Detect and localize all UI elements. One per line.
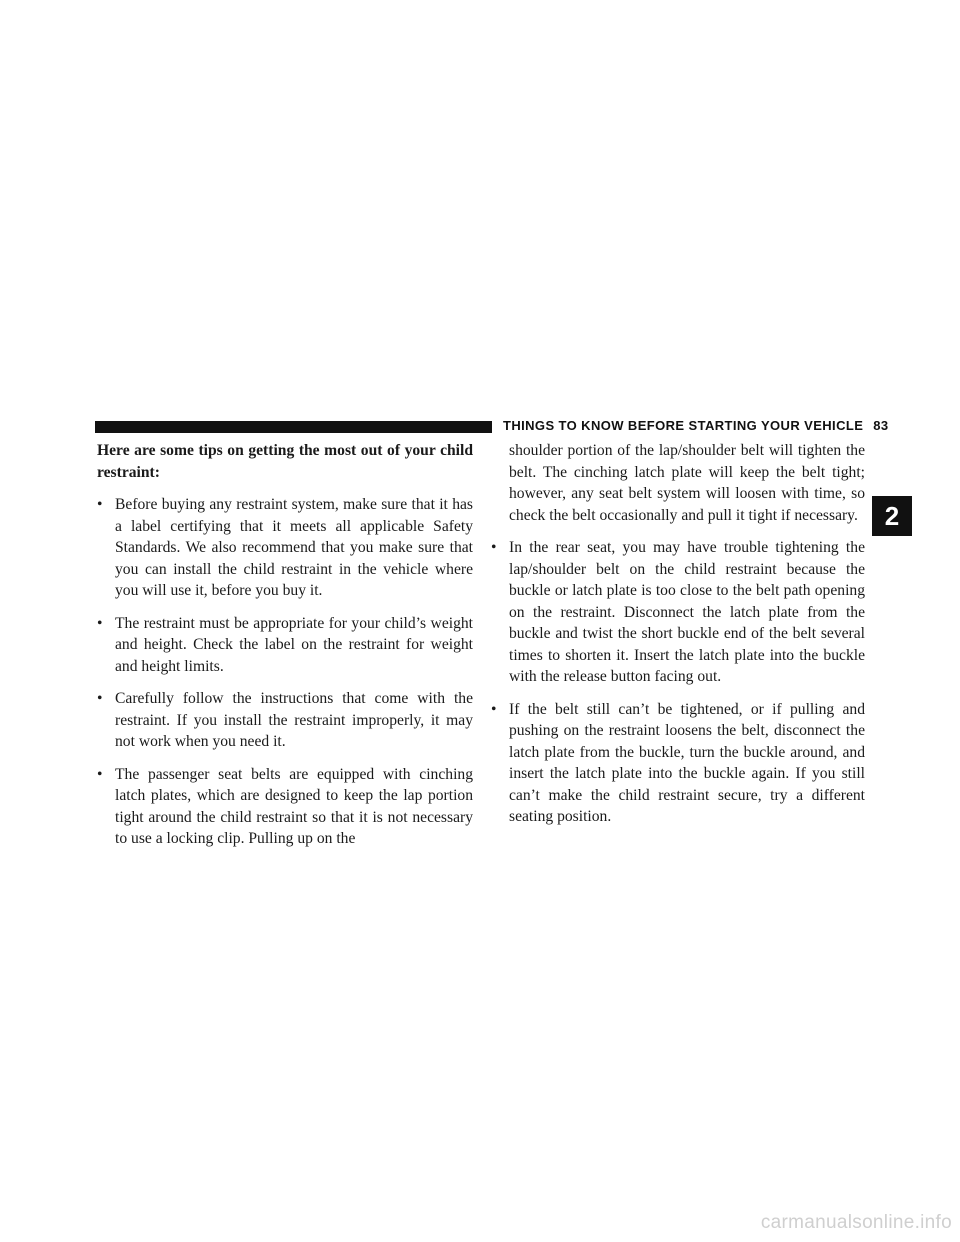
intro-heading: Here are some tips on getting the most out of your child restraint: [97,442,473,481]
watermark: carmanualsonline.info [760,1212,952,1233]
bullet-icon: • [97,496,103,513]
list-item [491,537,865,688]
list-item-text: Carefully follow the instructions that come with the restraint. If you install the restraint improperly, it may not work when you need it. [115,690,473,750]
running-header [503,418,889,433]
bullet-icon: • [97,690,103,707]
list-item-text: In the rear seat, you may have trouble tightening the lap/shoulder belt on the child restraint because the buckle or latch plate is too close to the belt path opening on the restraint. Disconnect the latch plate from the buckle and twist the short buckle end of the belt several times to shorten it. Insert the latch plate into the buckle with the release button facing out. [509,539,865,685]
list-item [97,688,473,753]
bullet-icon: • [97,614,103,632]
header-rule [95,421,492,433]
list-item [491,699,865,828]
left-column [97,440,473,861]
list-item-text: If the belt still can’t be tightened, or if pulling and pushing on the restraint loosens the belt, disconnect the latch plate from the buckle, turn the buckle around, and insert the latch plate into the buckle again. If you still can’t make the child restraint secure, try a different seating position. [509,700,865,825]
list-item-text: The passenger seat belts are equipped with cinching latch plates, which are designed to keep the lap portion tight around the child restraint so that it is not necessary to use a locking clip. Pulling up on the [115,765,473,847]
list-item [97,613,473,678]
bullet-icon: • [491,539,497,556]
list-item-text: The restraint must be appropriate for your child’s weight and height. Check the label on the restraint for weight and height limits. [115,614,473,675]
list-item [97,764,473,850]
list-item [97,494,473,602]
bullet-icon: • [97,765,103,783]
list-item-text: Before buying any restraint system, make sure that it has a label certifying that it meets all applicable Safety Standards. We also recommend that you make sure that you can install the child restraint in the vehicle where you will use it, before you buy it. [115,496,473,599]
right-column [491,440,865,839]
chapter-tab: 2 [872,496,912,536]
section-title: THINGS TO KNOW BEFORE STARTING YOUR VEHICLE [503,418,864,433]
page-number: 83 [873,418,889,433]
bullet-icon: • [491,700,497,718]
continued-paragraph: shoulder portion of the lap/shoulder belt will tighten the belt. The cinching latch plate will keep the belt tight; however, any seat belt system will loosen with time, so check the belt occasionally and pull it tight if necessary. [509,442,865,524]
